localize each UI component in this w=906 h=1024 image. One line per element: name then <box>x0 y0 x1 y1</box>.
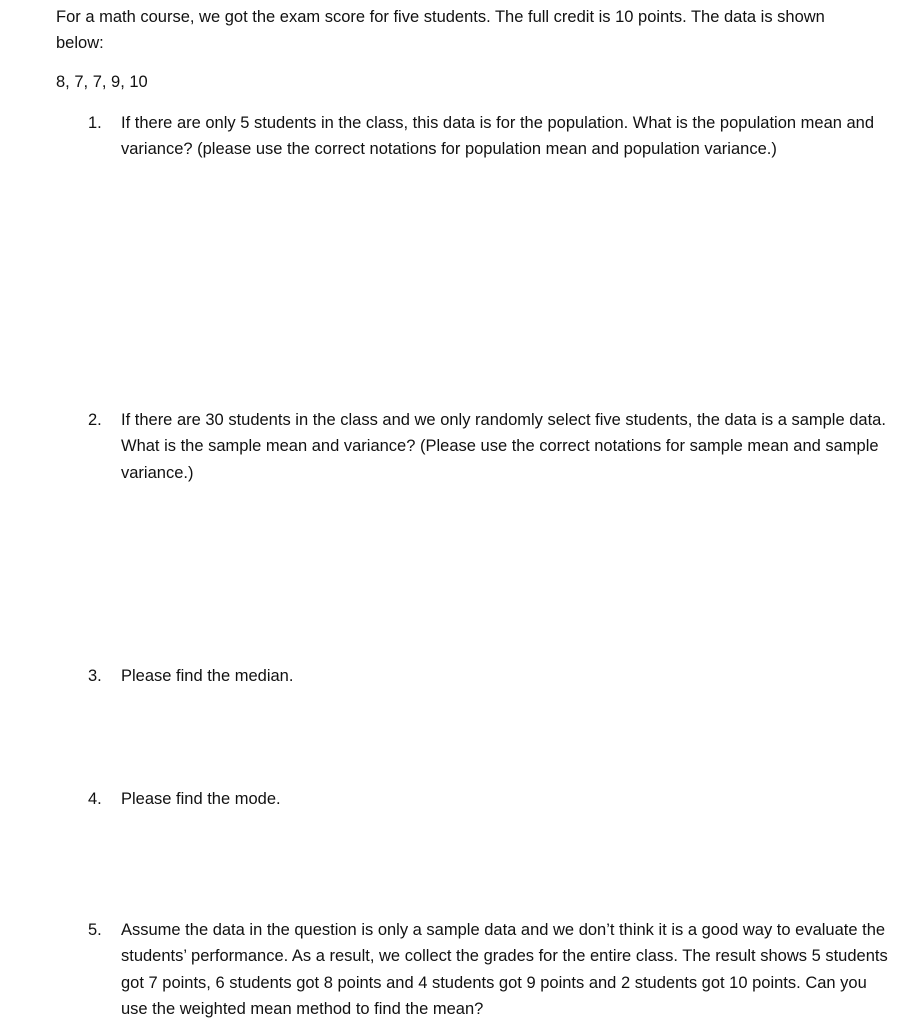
question-text: Please find the median. <box>121 667 294 685</box>
data-values: 8, 7, 7, 9, 10 <box>56 73 148 91</box>
question-number: 2. <box>88 411 102 429</box>
question-2 <box>88 407 888 486</box>
question-text: Please find the mode. <box>121 790 281 808</box>
question-number: 3. <box>88 667 102 685</box>
question-3 <box>88 663 888 689</box>
question-4 <box>88 786 888 812</box>
question-text: Assume the data in the question is only a sample data and we don’t think it is a good way to evaluate the students’ performance. As a result, we collect the grades for the entire class. The result shows 5 students got 7 points, 6 students got 8 points and 4 students got 9 points and 2 students got 10 points. Can you use the weighted mean method to find the mean? <box>121 921 888 1018</box>
question-text: If there are only 5 students in the class, this data is for the population. What is the population mean and variance? (please use the correct notations for population mean and population variance.) <box>121 114 875 159</box>
question-number: 5. <box>88 921 102 939</box>
question-number: 4. <box>88 790 102 808</box>
question-text: If there are 30 students in the class and we only randomly select five students, the data is a sample data. What is the sample mean and variance? (Please use the correct notations for sample mean and sample variance.) <box>121 411 886 482</box>
intro-paragraph: For a math course, we got the exam score for five students. The full credit is 10 points. The data is shown below: <box>56 8 825 53</box>
question-1 <box>88 110 888 163</box>
question-5 <box>88 917 888 1022</box>
question-number: 1. <box>88 114 102 132</box>
